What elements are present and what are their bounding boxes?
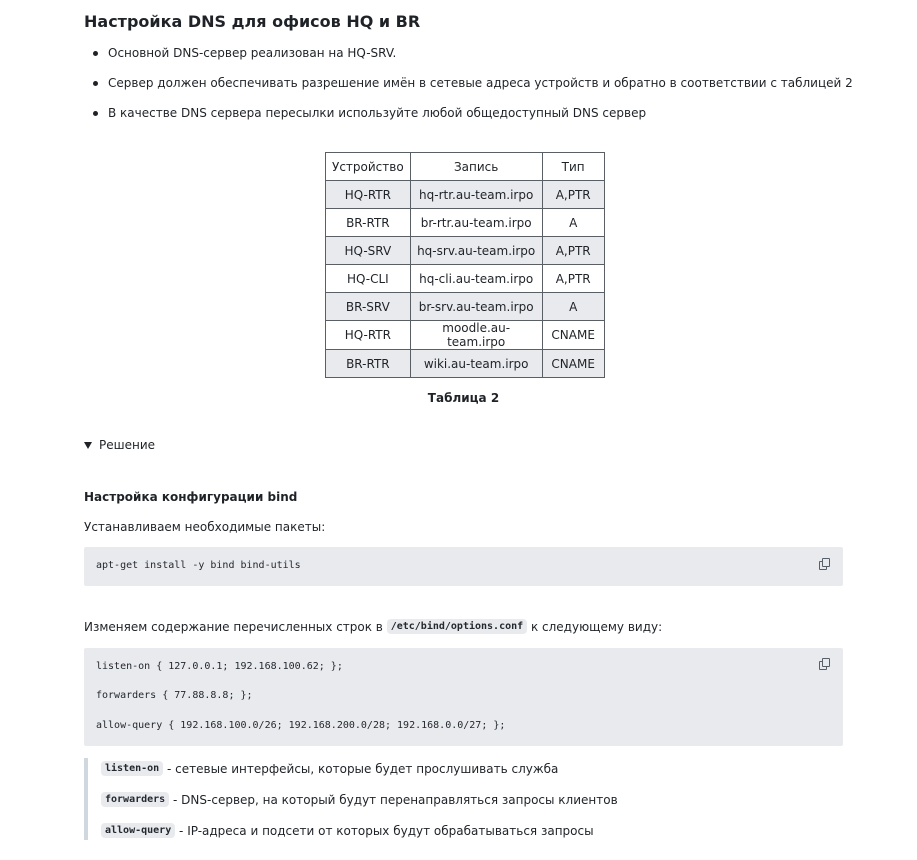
column-header-record: Запись — [410, 153, 542, 181]
inline-code-path: /etc/bind/options.conf — [387, 619, 527, 634]
table-cell: A,PTR — [542, 237, 604, 265]
bullet-dot-icon — [93, 51, 98, 56]
dns-records-table — [325, 152, 605, 378]
list-item — [90, 104, 853, 134]
table-cell: CNAME — [542, 350, 604, 378]
table-cell: BR-RTR — [326, 350, 411, 378]
table-cell: hq-rtr.au-team.irpo — [410, 181, 542, 209]
install-paragraph: Устанавливаем необходимые пакеты: — [84, 520, 326, 534]
table-caption: Таблица 2 — [427, 391, 500, 405]
requirements-list — [90, 44, 853, 134]
table-cell: br-rtr.au-team.irpo — [410, 209, 542, 237]
note-text: - сетевые интерфейсы, которые будет прослушивать служба — [163, 761, 559, 776]
table-cell: A — [542, 293, 604, 321]
inline-code-directive: listen-on — [101, 761, 163, 776]
page-title: Настройка DNS для офисов HQ и BR — [84, 12, 421, 31]
note-text: - IP-адреса и подсети от которых будут обрабатываться запросы — [175, 823, 594, 838]
table-header-row — [326, 153, 605, 181]
table-cell: moodle.au-team.irpo — [410, 321, 542, 350]
list-item-text: Основной DNS-сервер реализован на HQ-SRV. — [108, 46, 397, 60]
table-cell: wiki.au-team.irpo — [410, 350, 542, 378]
list-item-text: Сервер должен обеспечивать разрешение имён в сетевые адреса устройств и обратно в соответствии с таблицей 2 — [108, 76, 853, 90]
code-line: allow-query { 192.168.100.0/26; 192.168.200.0/28; 192.168.0.0/27; }; — [96, 720, 506, 731]
code-line: forwarders { 77.88.8.8; }; — [96, 690, 253, 701]
bullet-dot-icon — [93, 111, 98, 116]
config-code-block — [84, 648, 843, 746]
note-item — [101, 792, 618, 807]
table-cell: A,PTR — [542, 181, 604, 209]
table-cell: A,PTR — [542, 265, 604, 293]
section-heading: Настройка конфигурации bind — [84, 490, 298, 504]
bullet-dot-icon — [93, 81, 98, 86]
notes-blockquote — [84, 758, 843, 840]
table-row — [326, 237, 605, 265]
code-line: apt-get install -y bind bind-utils — [96, 560, 301, 571]
list-item-text: В качестве DNS сервера пересылки используйте любой общедоступный DNS сервер — [108, 106, 647, 120]
table-cell: HQ-RTR — [326, 321, 411, 350]
table-cell: A — [542, 209, 604, 237]
inline-code-directive: allow-query — [101, 823, 175, 838]
table-cell: hq-cli.au-team.irpo — [410, 265, 542, 293]
code-line: listen-on { 127.0.0.1; 192.168.100.62; }; — [96, 661, 343, 672]
note-item — [101, 823, 594, 838]
table-cell: br-srv.au-team.irpo — [410, 293, 542, 321]
table-cell: HQ-SRV — [326, 237, 411, 265]
edit-text-after: к следующему виду: — [527, 619, 663, 634]
edit-paragraph — [84, 619, 662, 634]
table-row — [326, 350, 605, 378]
column-header-device: Устройство — [326, 153, 411, 181]
table-cell: HQ-CLI — [326, 265, 411, 293]
edit-text-before: Изменяем содержание перечисленных строк в — [84, 619, 387, 634]
column-header-type: Тип — [542, 153, 604, 181]
solution-details-toggle[interactable] — [84, 438, 155, 452]
table-cell: hq-srv.au-team.irpo — [410, 237, 542, 265]
table-cell: CNAME — [542, 321, 604, 350]
table-row — [326, 293, 605, 321]
note-text: - DNS-сервер, на который будут перенаправляться запросы клиентов — [169, 792, 618, 807]
inline-code-directive: forwarders — [101, 792, 169, 807]
note-item — [101, 761, 558, 776]
list-item — [90, 44, 853, 74]
table-row — [326, 321, 605, 350]
table-cell: HQ-RTR — [326, 181, 411, 209]
table-row — [326, 265, 605, 293]
copy-icon[interactable] — [819, 558, 831, 571]
install-code-block — [84, 547, 843, 586]
table-row — [326, 181, 605, 209]
list-item — [90, 74, 853, 104]
table-row — [326, 209, 605, 237]
table-cell: BR-SRV — [326, 293, 411, 321]
details-summary-label: Решение — [99, 438, 156, 452]
table-cell: BR-RTR — [326, 209, 411, 237]
copy-icon[interactable] — [819, 658, 831, 671]
triangle-down-icon — [84, 442, 92, 449]
